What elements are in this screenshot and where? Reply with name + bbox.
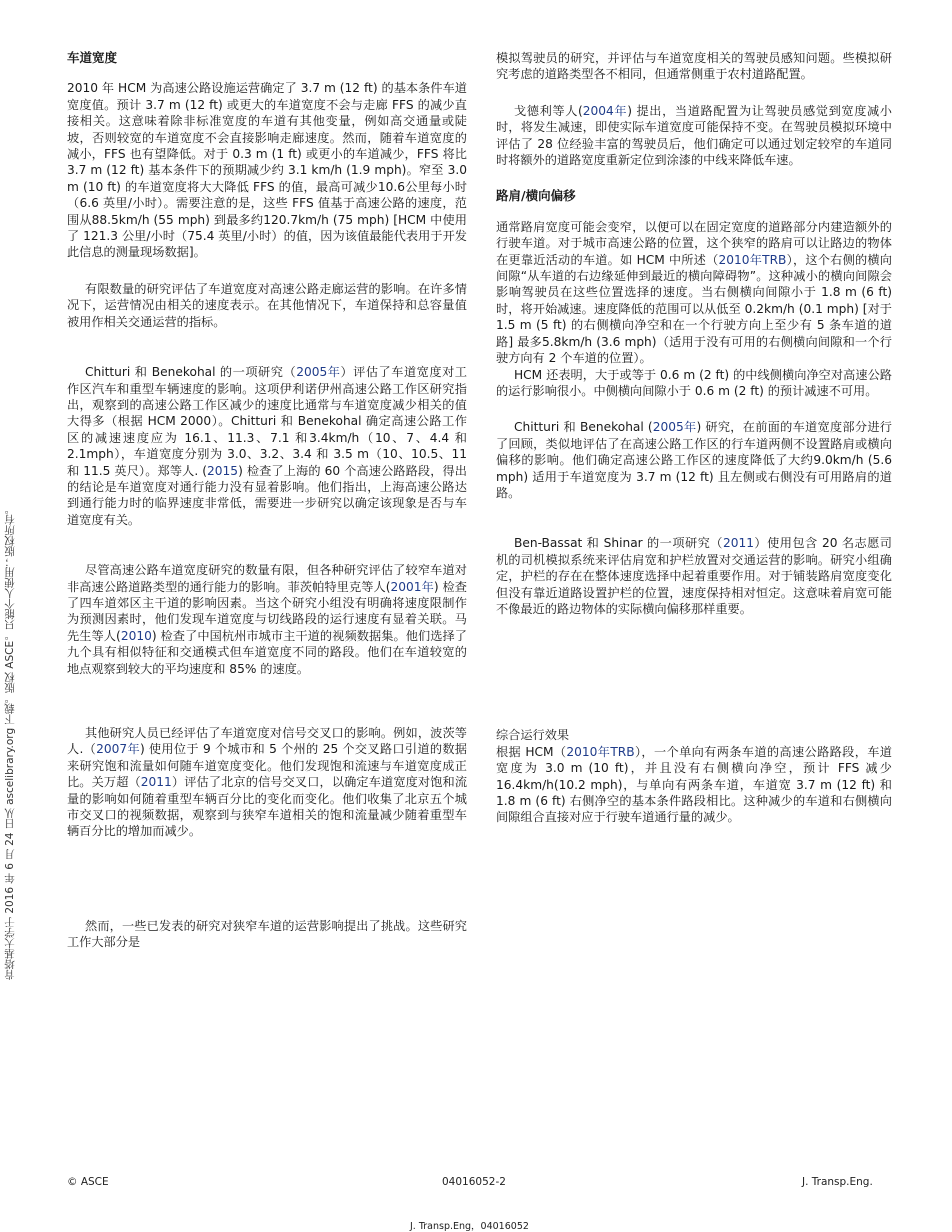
paragraph-non-freeway-roads: 尽管高速公路车道宽度研究的数量有限，但各种研究评估了较窄车道对非高速公路道路类型的通行能力的影响。菲茨帕特里克等人(2001年) 检查了四车道郊区主干道的影响因素。当这个研究小组没有明确将速度限制作为预测因素时，他们发现车道宽度与切线路段的运行速度有显着关联。马先生等人(2010) 检查了中国杭州市城市主干道的视频数据集。他们选择了九个具有相似特征和交通模式但车道宽度不同的路段。他们在车道较宽的地点观察到较大的平均速度和 85% 的速度。: [67, 563, 467, 676]
paragraph-godley: 戈德利等人(2004年) 提出，当道路配置为让驾驶员感觉到宽度减小时，将发生减速，即使实际车道宽度可能保持不变。在驾驶员模拟环境中评估了 28 位经验丰富的驾驶员后，他们确定可以通过划定较窄的车道同时将额外的道路宽度重新定位到涂漆的中线来降低车速。: [496, 103, 892, 168]
paragraph-challenges: 然而，一些已发表的研究对狭窄车道的运营影响提出了挑战。这些研究工作大部分是: [67, 918, 467, 950]
paragraph-ben-bassat-shinar: Ben-Bassat 和 Shinar 的一项研究（2011）使用包含 20 名志愿司机的司机模拟系统来评估肩宽和护栏放置对交通运营的影响。研究小组确定，护栏的存在在整体速度选择中起着重要作用。对于铺装路肩宽度变化但没有靠近道路设置护栏的位置，速度保持相对恒定。这意味着肩宽可能不像最近的路边物体的实际横向偏移那样重要。: [496, 536, 892, 616]
footer-copyright: © ASCE: [67, 1176, 109, 1188]
paragraph-lane-width-hcm: 2010 年 HCM 为高速公路设施运营确定了 3.7 m (12 ft) 的基本条件车道宽度值。预计 3.7 m (12 ft) 或更大的车道宽度不会与走廊 FFS 的减少直接相关。这意味着除非标准宽度的车道有其他变量，例如高交通量或陡坡，否则较宽的车道宽度不会直接影响走廊速度。然而，随着车道宽度的减小，FFS 也有望降低。对于 0.3 m (1 ft) 或更小的车道减少，FFS 将比 3.7 m (12 ft) 基本条件下的预期减少约 3.1 km/h (1.9 mph)。窄至 3.0 m (10 ft) 的车道宽度将大大降低 FFS 的值，最高可减少10.6公里每小时（6.6 英里/小时）。需要注意的是，这些 FFS 值基于高速公路的速度，范围从88.5km/h (55 mph) 到最多约120.7km/h (75 mph) [HCM 中使用了 121.3 公里/小时（75.4 英里/小时）的值，因为该值最能代表用于开发此信息的测量现场数据]。: [67, 81, 467, 260]
paragraph-shoulder-narrowing: 通常路肩宽度可能会变窄，以便可以在固定宽度的道路部分内建造额外的行驶车道。对于城市高速公路的位置，这个狭窄的路肩可以让路边的物体在更靠近活动的车道。如 HCM 中所述（2010年TRB），这个右侧的横向间隙“从车道的右边缘延伸到最近的横向障碍物”。这种减小的横向间隙会影响驾驶员在这些位置选择的速度。当右侧横向间隙小于 1.8 m (6 ft) 时，将开始减速。速度降低的范围可以从低至 0.2km/h (0.1 mph) [对于 1.5 m (5 ft) 的右侧横向净空和在一个行驶方向上至少有 5 条车道的道路] 最多5.8km/h (3.6 mph)（适用于没有可用的右侧横向间隙和一个行驶方向有 2 个车道的位置）。: [496, 219, 892, 366]
citation-link[interactable]: 2015: [207, 463, 239, 478]
right-column: [496, 50, 892, 826]
left-column: [67, 50, 467, 951]
paragraph-simulator-studies: 模拟驾驶员的研究，并评估与车道宽度相关的驾驶员感知问题。些模拟研究考虑的道路类型各不相同，但通常侧重于农村道路配置。: [496, 51, 892, 82]
citation-link[interactable]: 2005年: [296, 365, 341, 380]
citation-link[interactable]: 2007年: [96, 742, 140, 757]
section-heading-lane-width: 车道宽度: [67, 50, 118, 65]
section-heading-shoulder-offset: 路肩/横向偏移: [496, 188, 576, 204]
footer-page-id: 04016052-2: [442, 1176, 506, 1188]
citation-link[interactable]: 2011: [140, 775, 172, 790]
section-subheading-combined-effects: 综合运行效果: [496, 728, 570, 743]
footer-journal: J. Transp.Eng.: [802, 1176, 873, 1188]
paragraph-signalized-intersections: 其他研究人员已经评估了车道宽度对信号交叉口的影响。例如，波茨等人.（2007年) 使用位于 9 个城市和 5 个州的 25 个交叉路口引道的数据来研究饱和流量如何随车道宽度变化。他们发现饱和流速与车道宽度成正比。关万超（2011）评估了北京的信号交叉口，以确定车道宽度对饱和流量的影响如何随着重型车辆百分比的变化而变化。他们收集了北京五个城市交叉口的视频数据，观察到与狭窄车道相关的饱和流量减少随着重型车辆百分比的增加而减少。: [67, 726, 468, 839]
citation-link[interactable]: 2010年TRB: [566, 744, 635, 759]
citation-link[interactable]: 2005年: [652, 420, 697, 435]
citation-link[interactable]: 2010: [120, 628, 152, 643]
paragraph-chitturi-shoulder: Chitturi 和 Benekohal (2005年) 研究，在前面的车道宽度部分进行了回顾，类似地评估了在高速公路工作区的行车道两侧不设置路肩或横向偏移的影响。他们确定高速公路工作区的速度降低了大约9.0km/h (5.6 mph) 适用于车道宽度为 3.7 m (12 ft) 且左侧或右侧没有可用路肩的道路。: [496, 420, 892, 500]
citation-link[interactable]: 2010年TRB: [718, 252, 787, 267]
paragraph-chitturi-benekohal: Chitturi 和 Benekohal 的一项研究（2005年）评估了车道宽度对工作区汽车和重型车辆速度的影响。这项伊利诺伊州高速公路工作区研究指出，观察到的高速公路工作区减少的速度比通常与车道宽度减少相关的值大得多（根据 HCM 2000）。Chitturi 和 Benekohal 确定高速公路工作区的减速速度应为 16.1、11.3、7.1 和3.4km/h（10、7、4.4 和 2.1mph），车道宽度分别为 3.0、3.2、3.4 和 3.5 m（10、10.5、11 和 11.5 英尺）。郑等人. (2015) 检查了上海的 60 个高速公路路段，得出的结论是车道宽度对通行能力没有显着影响。他们指出，上海高速公路达到通行能力时的临界速度非常低，需要进一步研究以确定该现象是否与车道宽度有关。: [67, 365, 467, 527]
bottom-citation-line: J. Transp.Eng，04016052: [410, 1221, 529, 1232]
paragraph-combined-effects: 根据 HCM（2010年TRB），一个单向有两条车道的高速公路路段，车道宽度为 3.0 m (10 ft)，并且没有右侧横向净空，预计 FFS 减少16.4km/h(10.2 mph)，与单向有两条车道，车道宽 3.7 m (12 ft) 和 1.8 m (6 ft) 右侧净空的基本条件路段相比。这种减少的车道和右侧横向间隙组合直接对应于行驶车道通行量的减少。: [496, 744, 892, 825]
paragraph-median-clearance: HCM 还表明，大于或等于 0.6 m (2 ft) 的中线侧横向净空对高速公路的运行影响很小。中侧横向间隙小于 0.6 m (2 ft) 的预计减速不可用。: [496, 367, 892, 398]
citation-link[interactable]: 2001年: [390, 579, 434, 594]
citation-link[interactable]: 2011: [722, 536, 754, 551]
download-notice: 肯塔基大学于 2016 年 6 月 24 日从 ascelibrary.org 下载。版权 ASCE。只能个人使用；版权所有。: [4, 504, 16, 980]
citation-link[interactable]: 2004年: [582, 103, 628, 118]
paragraph-limited-studies: 有限数量的研究评估了车道宽度对高速公路走廊运营的影响。在许多情况下，运营情况由相关的速度表示。在其他情况下，车道保持和总容量值被用作相关交通运营的指标。: [67, 281, 467, 329]
